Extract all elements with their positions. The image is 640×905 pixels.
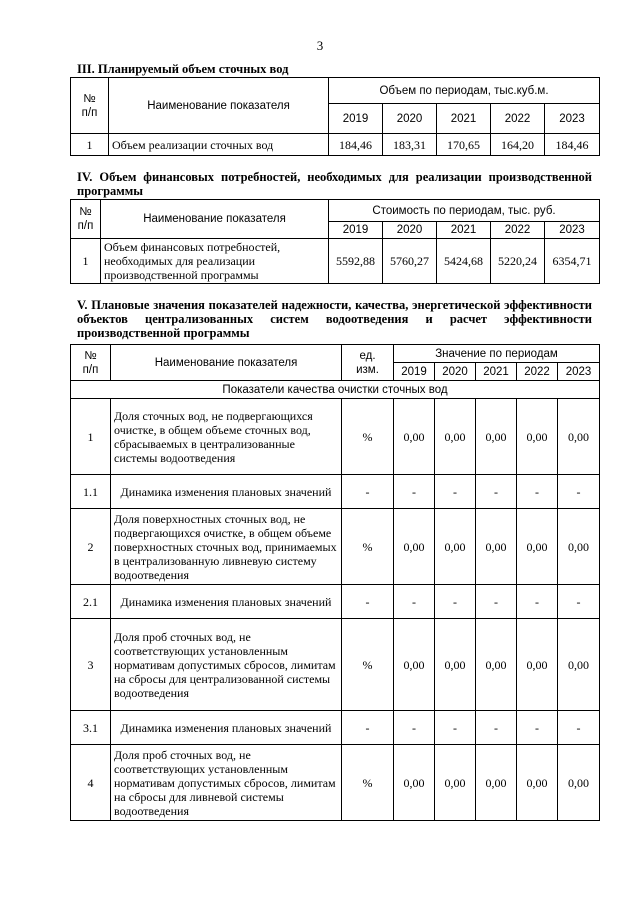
year-header: 2022 [491,104,545,134]
row-unit: % [342,745,394,821]
row-value: - [476,585,517,619]
row-no: 1 [71,399,111,475]
col-no-header: № п/п [71,78,109,134]
row-name: Доля проб сточных вод, не соответствующих установленным нормативам допустимых сбросов, лимитам на сбросы для централизованной системы водоотведения [111,619,342,711]
row-no: 1 [71,134,109,156]
col-unit-header: ед. изм. [342,345,394,381]
row-value: 0,00 [476,745,517,821]
col-group-header: Значение по периодам [394,345,600,363]
table-row [71,711,600,745]
table-row [71,134,600,156]
row-value: 0,00 [435,619,476,711]
year-header: 2019 [394,363,435,381]
row-unit: % [342,399,394,475]
row-unit: % [342,509,394,585]
col-no-header: № п/п [71,200,101,239]
row-value: 170,65 [437,134,491,156]
row-value: - [558,585,600,619]
year-header: 2020 [435,363,476,381]
row-value: 0,00 [517,509,558,585]
row-name: Динамика изменения плановых значений [111,711,342,745]
row-value: 0,00 [435,509,476,585]
row-value: 0,00 [517,745,558,821]
table-row [71,745,600,821]
row-value: 184,46 [545,134,600,156]
year-header: 2023 [545,104,600,134]
row-no: 2 [71,509,111,585]
page-number: 3 [316,38,324,53]
row-value: 0,00 [558,745,600,821]
row-name: Доля проб сточных вод, не соответствующих установленным нормативам допустимых сбросов, лимитам на сбросы для ливневой системы водоотведения [111,745,342,821]
row-value: - [558,475,600,509]
row-value: 0,00 [558,509,600,585]
row-value: - [435,711,476,745]
row-value: 0,00 [394,509,435,585]
row-value: - [517,475,558,509]
year-header: 2020 [383,104,437,134]
row-value: - [394,711,435,745]
section5-heading: V. Плановые значения показателей надежности, качества, энергетической эффективности объектов централизованных систем водоотведения и расчет эффективности производственной программы [77,298,592,340]
section5-table [70,344,600,821]
row-value: 5760,27 [383,239,437,284]
row-unit: - [342,711,394,745]
year-header: 2022 [517,363,558,381]
row-value: 0,00 [476,399,517,475]
table-row [71,239,600,284]
row-value: - [476,711,517,745]
year-header: 2022 [491,222,545,239]
year-header: 2023 [558,363,600,381]
row-value: 0,00 [435,745,476,821]
year-header: 2021 [476,363,517,381]
row-value: - [558,711,600,745]
row-unit: % [342,619,394,711]
row-value: 184,46 [329,134,383,156]
row-value: - [394,585,435,619]
table-row [71,619,600,711]
row-value: 0,00 [517,399,558,475]
row-value: - [435,475,476,509]
section3-table [70,77,600,156]
row-name: Объем финансовых потребностей, необходимых для реализации производственной программы [101,239,329,284]
row-value: - [394,475,435,509]
year-header: 2021 [437,104,491,134]
row-value: 0,00 [394,399,435,475]
row-value: - [476,475,517,509]
year-header: 2021 [437,222,491,239]
row-no: 1.1 [71,475,111,509]
row-unit: - [342,585,394,619]
row-value: 0,00 [476,509,517,585]
row-unit: - [342,475,394,509]
section3-heading: III. Планируемый объем сточных вод [77,62,289,76]
section4-heading: IV. Объем финансовых потребностей, необходимых для реализации производственной программы [77,170,592,198]
row-name: Динамика изменения плановых значений [111,475,342,509]
row-value: 0,00 [517,619,558,711]
row-no: 3 [71,619,111,711]
row-value: - [517,585,558,619]
row-name: Доля поверхностных сточных вод, не подвергающихся очистке, в общем объеме поверхностных сточных вод, принимаемых в централизованную ливневую систему водоотведения [111,509,342,585]
col-group-header: Объем по периодам, тыс.куб.м. [329,78,600,104]
year-header: 2023 [545,222,600,239]
row-no: 3.1 [71,711,111,745]
row-value: 0,00 [558,399,600,475]
table-row [71,475,600,509]
row-value: 6354,71 [545,239,600,284]
col-group-header: Стоимость по периодам, тыс. руб. [329,200,600,222]
row-value: 183,31 [383,134,437,156]
row-value: 5424,68 [437,239,491,284]
row-no: 1 [71,239,101,284]
row-value: 5592,88 [329,239,383,284]
table-row [71,509,600,585]
row-value: - [435,585,476,619]
row-value: 0,00 [476,619,517,711]
row-value: 0,00 [394,619,435,711]
row-value: 0,00 [558,619,600,711]
row-name: Динамика изменения плановых значений [111,585,342,619]
year-header: 2019 [329,222,383,239]
row-value: 0,00 [435,399,476,475]
table-row [71,585,600,619]
row-name: Доля сточных вод, не подвергающихся очистке, в общем объеме сточных вод, сбрасываемых в централизованные системы водоотведения [111,399,342,475]
row-value: 164,20 [491,134,545,156]
section4-table [70,199,600,284]
row-no: 4 [71,745,111,821]
table-row [71,399,600,475]
year-header: 2020 [383,222,437,239]
row-no: 2.1 [71,585,111,619]
col-name-header: Наименование показателя [109,78,329,134]
col-name-header: Наименование показателя [111,345,342,381]
col-name-header: Наименование показателя [101,200,329,239]
table-subheading: Показатели качества очистки сточных вод [71,381,600,399]
row-value: 5220,24 [491,239,545,284]
row-value: 0,00 [394,745,435,821]
row-name: Объем реализации сточных вод [109,134,329,156]
col-no-header: № п/п [71,345,111,381]
year-header: 2019 [329,104,383,134]
row-value: - [517,711,558,745]
